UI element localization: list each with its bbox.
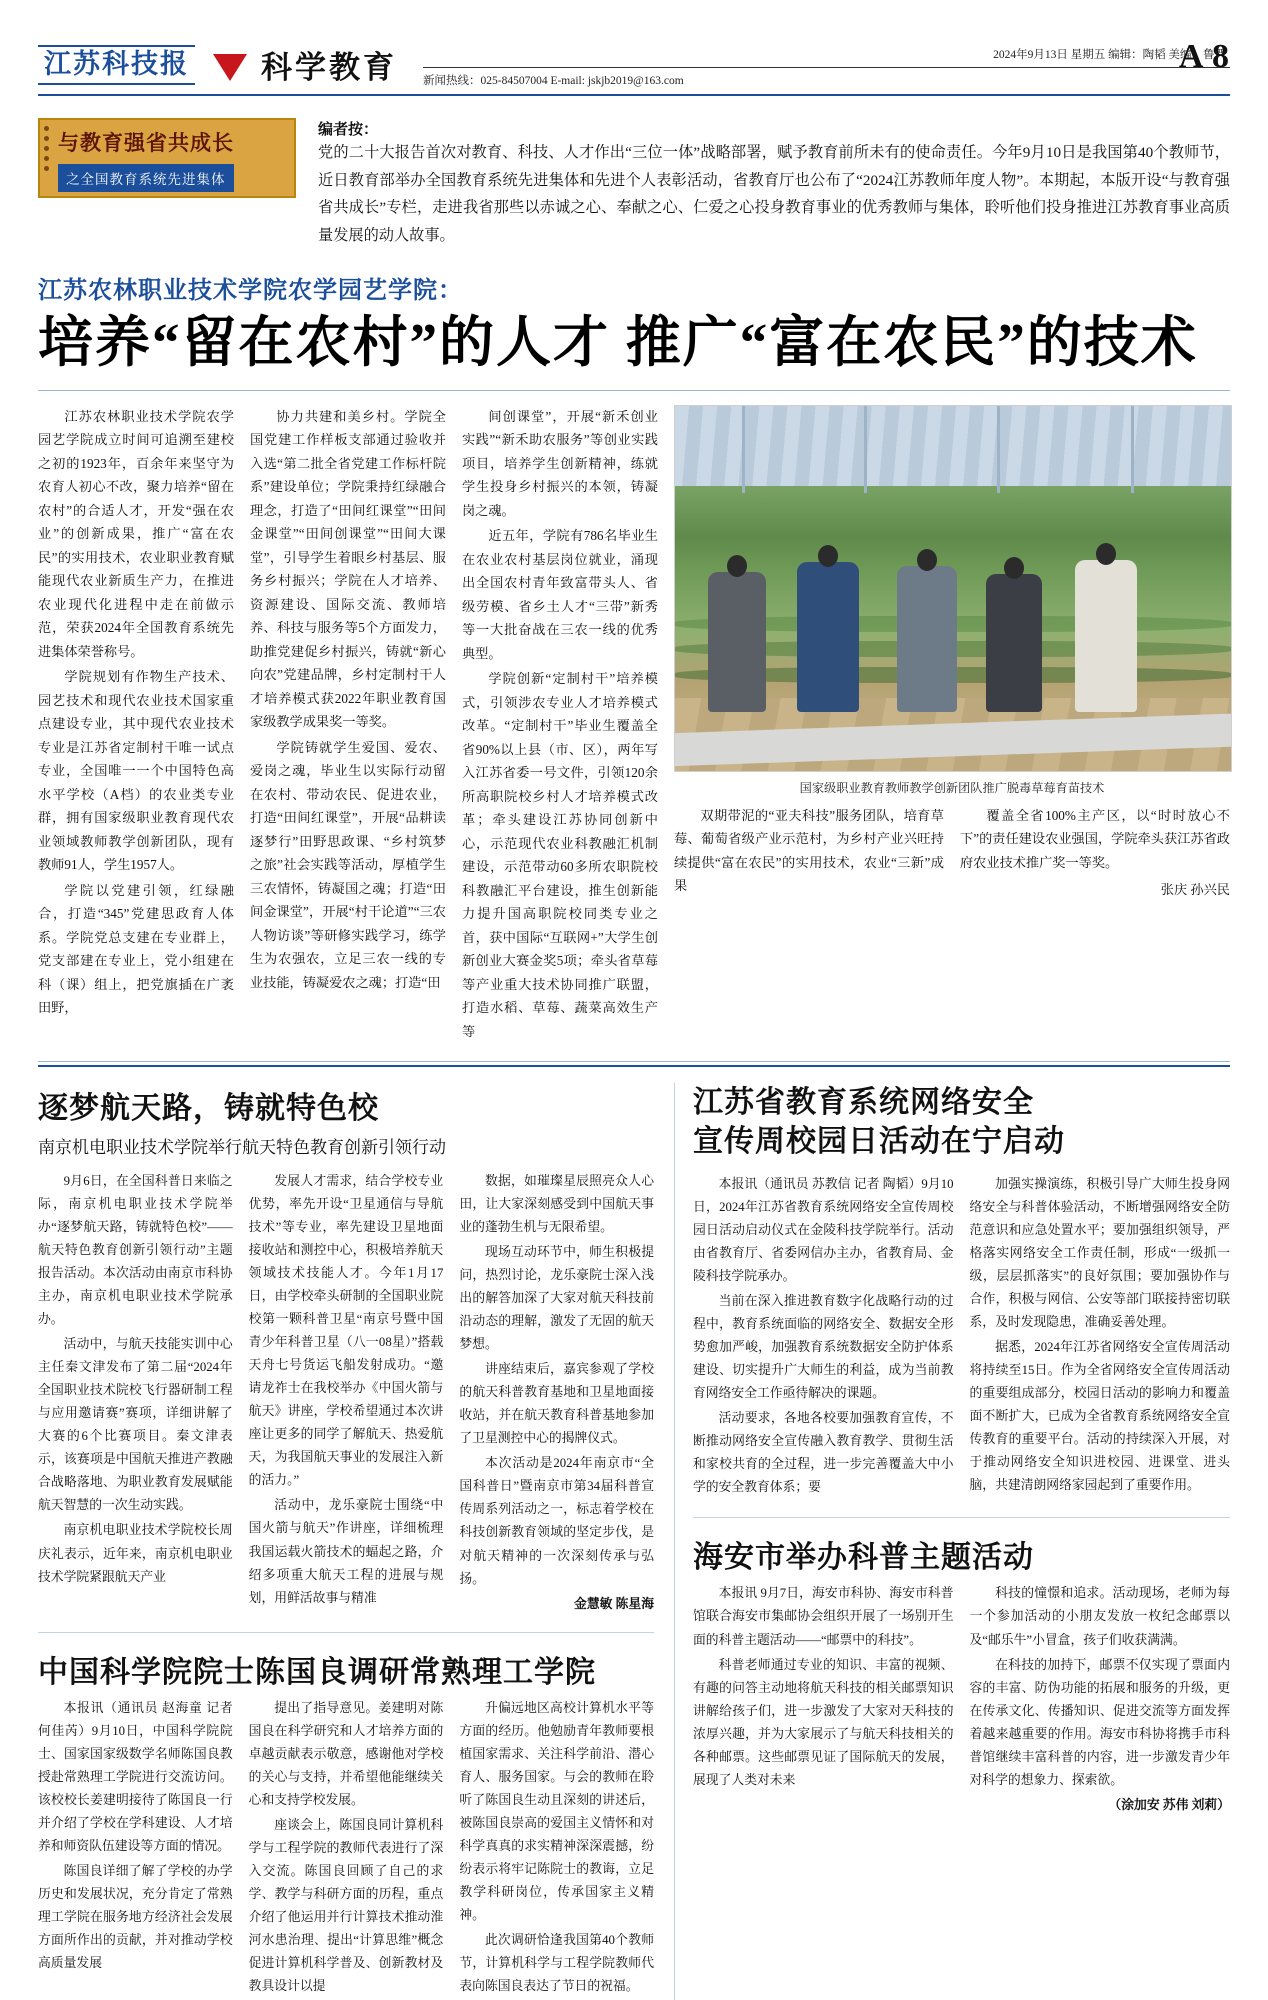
greenhouse-photo [674,405,1232,772]
article5-byline: （涂加安 苏伟 刘莉） [1108,1797,1230,1812]
person-3 [897,566,957,712]
editor-note-block [38,118,1230,250]
article3-column-1 [38,1697,233,2000]
article2-column-1 [38,1170,233,1616]
section-title: 科学教育 [261,50,397,85]
paragraph: 双期带泥的“亚夫科技”服务团队，培育草莓、葡萄省级产业示范村，为乡村产业兴旺持续提供“富在农民”的实用技术，农业“三新”成果 [674,807,944,894]
feature-photo-column [674,405,1230,1046]
paragraph: 座谈会上，陈国良同计算机科学与工程学院的教师代表进行了深入交流。陈国良回顾了自己的求学、教学与科研方面的历程，重点介绍了他运用并行计算技术推动淮河水患治理、提出“计算思维”概念促进计算机科学普及、创新教材及教具设计以提 [248,1817,444,1993]
triangle-icon [213,54,247,81]
paragraph: 现场互动环节中，师生积极提问，热烈讨论，龙乐豪院士深入浅出的解答加深了大家对航天科技前沿动态的理解，激发了无固的航天梦想。 [459,1245,655,1352]
editor-note-label: 编者按： [318,122,379,138]
paragraph: 数据，如璀璨星辰照亮众人心田，让大家深刻感受到中国航天事业的蓬勃生机与无限希望。 [459,1174,655,1235]
masthead-bottom-rule [38,94,1230,96]
feature-article [38,405,1230,1046]
paragraph: 协力共建和美乡村。学院全国党建工作样板支部通过验收并入选“第二批全省党建工作标杆院系”建设单位；学院秉持红绿融合理念，打造了“田间红课堂”“田间金课堂”“田间创课堂”“田间大课堂”，引导学生着眼乡村基层、服务乡村振兴；学院在人才培养、资源建设、国际交流、教师培养、科技与服务等5个方面发力，助推党建促乡村振兴，铸就“新心向农”党建品牌，乡村定制村干人才培养模式获2022年职业教育国家级教学成果奖一等奖。 [250,408,446,730]
article4-body [693,1173,1230,1501]
article2-column-3 [459,1170,654,1616]
paragraph: 学院以党建引领，红绿融合，打造“345”党建思政育人体系。学院党总支建在专业群上，党支部建在专业上，党小组建在科（课）组上，把党旗插在广袤田野， [38,882,234,1016]
contact-line: 新闻热线：025-84507004 E-mail: jskjb2019@163.com [423,75,684,87]
feature-column-2 [250,405,446,1046]
article3-column-2 [249,1697,444,2000]
paragraph: 学院规划有作物生产技术、园艺技术和现代农业技术国家重点建设专业，其中现代农业技术专业是江苏省定制村干唯一试点专业，全国唯一一个中国特色高水平学校（A档）的农业类专业群，拥有国家级职业教育现代农业领域教师教学创新团队，现有教师91人，学生1957人。 [38,669,234,873]
article4-title-line1: 江苏省教育系统网络安全 [693,1086,1034,1120]
paragraph: 发展人才需求，结合学校专业优势，率先开设“卫星通信与导航技术”等专业，率先建设卫星地面接收站和测控中心，积极培养航天领域技术技能人才。今年1月17日，由学校牵头研制的全国职业院校第一颗科普卫星“南京号暨中国青少年科普卫星（八一08星）”搭载天舟七号货运飞船发射成功。“邀请龙祚士在我校举办《中国火箭与航天》讲座，学校希望通过本次讲座让更多的同学了解航天、热爱航天，为我国航天事业的发展注入新的活力。” [248,1174,444,1488]
masthead-right [423,42,1230,88]
feature-column-1 [38,405,234,1046]
paragraph: 科普老师通过专业的知识、丰富的视频、有趣的问答主动地将航天科技的相关邮票知识讲解给孩子们，进一步激发了大家对天科技的浓厚兴趣，并为大家展示了与航天科技相关的各种邮票。这些邮票见证了国际航天的发展，展现了人类对未来 [693,1657,954,1787]
person-4 [986,574,1042,712]
masthead-left [38,42,397,87]
section-rule-2 [38,1065,1230,1067]
paragraph: 升偏远地区高校计算机水平等方面的经历。他勉励青年教师要根植国家需求、关注科学前沿、潜心育人、服务国家。与会的教师在聆听了陈国良生动且深刻的讲述后，被陈国良崇高的爱国主义情怀和对科学真真的求实精神深深震撼，纷纷表示将牢记陈院士的教诲，立足教学科研岗位，传承国家主义精神。 [459,1700,655,1922]
editor-note-body: 党的二十大报告首次对教育、科技、人才作出“三位一体”战略部署，赋予教育前所未有的使命责任。今年9月10日是我国第40个教师节，近日教育部举办全国教育系统先进集体和先进个人表彰活动，省教育厅也公布了“2024江苏教师年度人物”。本期起，本版开设“与教育强省共成长”专栏，走进我省那些以赤诚之心、奉献之心、仁爱之心投身教育事业的优秀教师与集体，聆听他们投身推进江苏教育事业高质量发展的动人故事。 [318,144,1230,244]
paragraph: 本报讯（通讯员 苏教信 记者 陶韬）9月10日，2024年江苏省教育系统网络安全宣传周校园日活动启动仪式在金陵科技学院举行。活动由省教育厅、省委网信办主办，省教育局、金陵科技学院承办。 [693,1177,954,1284]
badge-title: 与教育强省共成长 [58,131,234,155]
editor-note-text [296,118,1230,250]
paragraph: 学院铸就学生爱国、爱农、爱岗之魂，毕业生以实际行动留在农村、带动农民、促进农业，打造“田间红课堂”，开展“品耕读 逐梦行”田野思政课、“乡村筑梦之旅”社会实践等活动，厚植学生三农情怀，铸凝国之魂；打造“田间金课堂”，开展“村干论道”“三农人物访谈”等研修实践学习，练学生为农强农，立足三农一线的专业技能，铸凝爱农之魂；打造“田 [250,739,446,990]
person-2 [797,562,859,712]
paragraph: 此次调研恰逢我国第40个教师节，计算机科学与工程学院教师代表向陈国良表达了节日的祝福。 [459,1932,655,1993]
masthead [38,0,1230,88]
person-5 [1075,560,1137,712]
paragraph: 南京机电职业技术学院校长周庆礼表示，近年来，南京机电职业技术学院紧跟航天产业 [38,1523,233,1584]
paragraph: 加强实操演练，积极引导广大师生投身网络安全与科普体验活动，不断增强网络安全防范意识和应急处置水平；要加强组织领导，严格落实网络安全工作责任制，形成“一级抓一级，层层抓落实”的良好氛围；要加强协作与合作，积极与网信、公安等部门联接持密切联系，及时发现隐患，准确妥善处理。 [969,1177,1230,1330]
article5-column-1 [693,1582,954,1816]
paragraph: 本次活动是2024年南京市“全国科普日”暨南京市第34届科普宣传周系列活动之一，标志着学校在科技创新教育领域的坚定步伐，是对航天精神的一次深刻传承与弘扬。 [459,1456,655,1586]
headline-rule [38,390,1230,391]
person-1 [708,572,766,712]
article2-body [38,1170,654,1616]
feature-headline: 培养“留在农村”的人才 推广“富在农民”的技术 [38,311,1198,373]
issue-date-line: 2024年9月13日 星期五 编辑：陶韬 美编：鲁严 [993,49,1226,61]
paragraph: 间创课堂”，开展“新禾创业实践”“新禾助农服务”等创业实践项目，培养学生创新精神，练就学生投身乡村振兴的本领，铸凝岗之魂。 [462,408,658,518]
feature-column-3 [462,405,658,1046]
article5-column-2 [970,1582,1231,1816]
paragraph: 讲座结束后，嘉宾参观了学校的航天科普教育基地和卫星地面接收站，并在航天教育科普基地参加了卫星测控中心的揭牌仪式。 [459,1362,655,1446]
paragraph: 活动中，龙乐豪院士围绕“中国火箭与航天”作讲座，详细梳理我国运载火箭技术的蝠起之路，介绍多项重大航天工程的进展与规划，用鲜活故事与精准 [248,1498,444,1605]
masthead-divider [423,67,1230,68]
article5-title: 海安市举办科普主题活动 [693,1541,1034,1575]
paragraph: 活动中，与航天技能实训中心主任秦文津发布了第二届“2024年全国职业技术院校飞行器研制工程与应用邀请赛”赛项，详细讲解了大赛的6个比赛项目。秦文津表示，该赛项是中国航天推进产教融合战略落地、为职业教育发展赋能航天智慧的一次生动实践。 [38,1337,233,1513]
lower-left [38,1083,654,2000]
article5-body [693,1582,1230,1816]
article3-body [38,1697,654,2000]
paper-logo: 江苏科技报 [38,45,195,85]
article4-rule [693,1517,1230,1518]
article4-title-line2: 宣传周校园日活动在宁启动 [693,1125,1065,1159]
feature-photo-wrap [674,405,1230,772]
article3-title: 中国科学院院士陈国良调研常熟理工学院 [38,1655,596,1689]
section-rule-1 [38,1061,1230,1062]
article2-byline: 金慧敏 陈星海 [574,1596,655,1611]
article2-column-2 [249,1170,444,1616]
article4-column-2 [970,1173,1231,1501]
article4-column-1 [693,1173,954,1501]
feature-kicker: 江苏农林职业技术学院农学园艺学院： [38,277,463,304]
paragraph: 覆盖全省100%主产区，以“时时放心不下”的责任建设农业强国，学院牵头获江苏省政府农业技术推广奖一等奖。 [960,807,1230,870]
paragraph: 科技的憧憬和追求。活动现场，老师为每一个参加活动的小朋友发放一枚纪念邮票以及“邮乐牛”小冒盒，孩子们收获满满。 [969,1586,1230,1647]
lower-right [674,1083,1230,2000]
paragraph: 9月6日，在全国科普日来临之际，南京机电职业技术学院举办“逐梦航天路，铸就特色校”——航天特色教育创新引领行动”主题报告活动。本次活动由南京市科协主办，南京机电职业技术学院承办。 [38,1174,233,1327]
paragraph: 本报讯（通讯员 赵海童 记者 何佳芮）9月10日，中国科学院院士、国家国家级数学名师陈国良教授赴常熟理工学院进行交流访问。该校校长姜建明接待了陈国良一行并介绍了学校在学科建设、人才培养和师资队伍建设等方面的情况。 [38,1700,233,1853]
column-badge [38,118,296,250]
column-badge-body [38,118,296,198]
paragraph: 本报讯 9月7日，海安市科协、海安市科普馆联合海安市集邮协会组织开展了一场别开生面的科普主题活动——“邮票中的科技”。 [693,1586,954,1647]
paragraph: 近五年，学院有786名毕业生在农业农村基层岗位就业，涌现出全国农村青年致富带头人、省级劳模、省乡土人才“三带”新秀等一大批奋战在三农一线的优秀典型。 [462,528,658,661]
paragraph: 在科技的加持下，邮票不仅实现了票面内容的丰富、防伪功能的拓展和服务的升级，更在传承文化、传播知识、促进交流等方面发挥着越来越重要的作用。海安市科协将携手市科普馆继续丰富科普的内容，进一步激发青少年对科学的想象力、探索欲。 [969,1657,1230,1787]
feature-signature: 张庆 孙兴民 [1160,882,1230,898]
paragraph: 提出了指导意见。姜建明对陈国良在科学研究和人才培养方面的卓越贡献表示敬意，感谢他对学校的关心与支持，并希望他能继续关心和支持学校发展。 [248,1700,444,1807]
article2-rule [38,1632,654,1633]
paragraph: 当前在深入推进教育数字化战略行动的过程中，教育系统面临的网络安全、数据安全形势愈加严峻，加强教育系统数据安全防护体系建设、切实提升广大师生的利益，成为当前教育网络安全工作亟待解决的课题。 [693,1294,954,1401]
paragraph: 据悉，2024年江苏省网络安全宣传周活动将持续至15日。作为全省网络安全宣传周活动的重要组成部分，校园日活动的影响力和覆盖面不断扩大，已成为全省教育系统网络安全宣传教育的重要平台。活动的持续深入开展，对于推动网络安全知识进校园、进课堂、进头脑，共建清朗网络家园起到了重要作用。 [969,1340,1230,1493]
paragraph: 学院创新“定制村干”培养模式，引领涉农专业人才培养模式改革。“定制村干”毕业生覆盖全省90%以上县（市、区），两年写入江苏省委一号文件，引领120余所高职院校乡村人才培养模式改革；牵头建设江苏协同创新中心，示范现代农业科教融汇机制建设，示范带动60多所农职院校科教融汇平台建设，推生创新能力提升国高职院校同类专业之首，获中国际“互联网+”大学生创新创业大赛金奖5项；牵头省草莓等产业重大技术协同推广联盟，打造水稻、草莓、蔬菜高效生产等 [462,671,658,1039]
page-number: A 8 [1178,38,1230,75]
paragraph: 陈国良详细了解了学校的办学历史和发展状况，充分肯定了常熟理工学院在服务地方经济社会发展方面所作出的贡献，并对推动学校高质量发展 [38,1863,233,1970]
photo-caption: 国家级职业教育教师教学创新团队推广脱毒草莓育苗技术 [799,780,1105,795]
badge-dots [44,126,49,176]
article2-subtitle: 南京机电职业技术学院举行航天特色教育创新引领行动 [38,1138,446,1158]
greenhouse-roof [675,406,1231,486]
badge-subtitle: 之全国教育系统先进集体 [58,164,234,192]
paragraph: 活动要求，各地各校要加强教育宣传，不断推动网络安全宣传融入教育教学、贯彻生活和家校共育的全过程，进一步完善覆盖大中小学的安全教育体系；要 [693,1411,954,1495]
lower-section [38,1083,1230,2000]
article3-column-3 [459,1697,654,2000]
article2-title: 逐梦航天路，铸就特色校 [38,1092,379,1126]
paragraph: 江苏农林职业技术学院农学园艺学院成立时间可追溯至建校之初的1923年，百余年来坚守为农育人初心不改，聚力培养“留在农村”的合适人才，开发“强在农业”的创新成果，推广“富在农民”的实用技术，农业职业教育赋能现代农业新质生产力，在推进农业现代化进程中走在前做示范，荣获2024年全国教育系统先进集体荣誉称号。 [38,408,234,659]
